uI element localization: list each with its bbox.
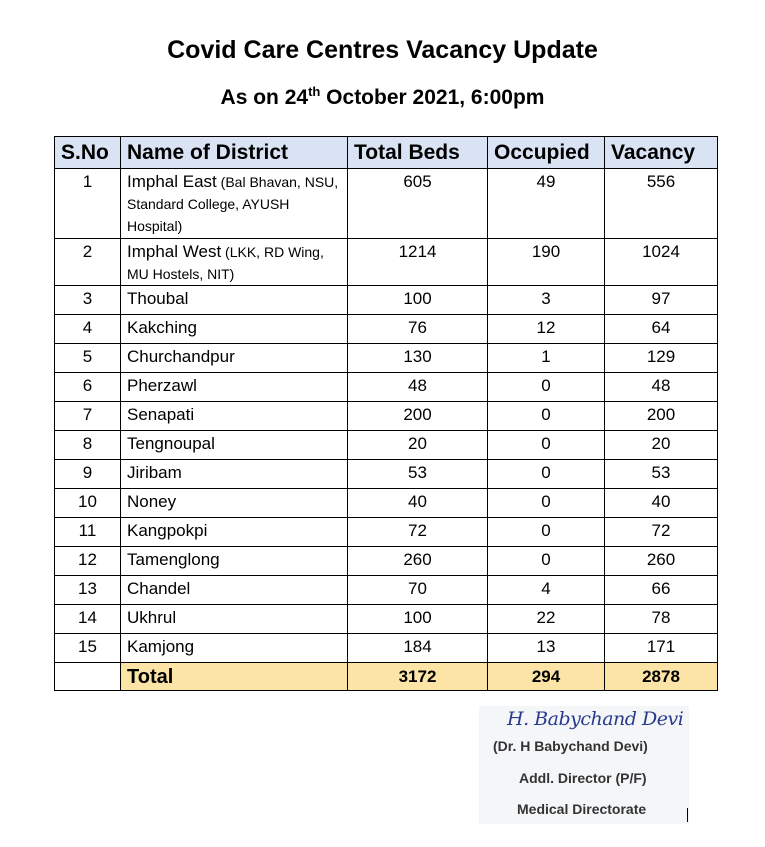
occupied-cell: 0 [488, 518, 605, 547]
occupied-cell: 22 [488, 605, 605, 634]
subtitle-sup: th [308, 84, 321, 99]
occupied-cell: 49 [488, 169, 605, 239]
total-beds-cell: 260 [348, 547, 488, 576]
table-row [55, 344, 718, 373]
vacancy-cell: 66 [605, 576, 718, 605]
district-cell [121, 605, 348, 634]
district-cell [121, 634, 348, 663]
vacancy-cell: 78 [605, 605, 718, 634]
table-body [55, 169, 718, 663]
sno-cell: 10 [55, 489, 121, 518]
sno-cell: 12 [55, 547, 121, 576]
district-cell [121, 431, 348, 460]
table-row [55, 605, 718, 634]
total-sno-cell [55, 663, 121, 691]
signatory-name: (Dr. H Babychand Devi) [493, 738, 648, 754]
col-header-total-beds: Total Beds [348, 137, 488, 169]
district-name: Tamenglong [127, 550, 220, 569]
district-cell [121, 518, 348, 547]
occupied-cell: 0 [488, 547, 605, 576]
district-name: Kangpokpi [127, 521, 208, 540]
total-beds-cell: 200 [348, 402, 488, 431]
district-name: Chandel [127, 579, 191, 598]
vacancy-cell: 64 [605, 315, 718, 344]
total-occupied-sum: 294 [488, 663, 605, 691]
district-cell [121, 344, 348, 373]
vacancy-cell: 200 [605, 402, 718, 431]
district-cell [121, 547, 348, 576]
table-row [55, 547, 718, 576]
table-row [55, 460, 718, 489]
sno-cell: 2 [55, 239, 121, 286]
sno-cell: 13 [55, 576, 121, 605]
sno-cell: 11 [55, 518, 121, 547]
occupied-cell: 0 [488, 431, 605, 460]
district-name: Thoubal [127, 289, 189, 308]
district-name: Imphal West [127, 242, 222, 261]
district-name: Churchandpur [127, 347, 235, 366]
sno-cell: 5 [55, 344, 121, 373]
occupied-cell: 0 [488, 402, 605, 431]
total-vacancy-sum: 2878 [605, 663, 718, 691]
signature-block [479, 706, 689, 824]
subtitle-suffix: October 2021, 6:00pm [320, 86, 545, 109]
sno-cell: 15 [55, 634, 121, 663]
total-beds-cell: 53 [348, 460, 488, 489]
vacancy-cell: 48 [605, 373, 718, 402]
district-cell [121, 239, 348, 286]
signatory-department: Medical Directorate [517, 801, 647, 817]
sno-cell: 14 [55, 605, 121, 634]
page-title: Covid Care Centres Vacancy Update [167, 36, 598, 64]
table-row [55, 169, 718, 239]
vacancy-cell: 40 [605, 489, 718, 518]
sno-cell: 9 [55, 460, 121, 489]
total-beds-cell: 100 [348, 286, 488, 315]
total-beds-cell: 70 [348, 576, 488, 605]
district-name: Imphal East [127, 172, 217, 191]
total-beds-cell: 1214 [348, 239, 488, 286]
total-beds-cell: 605 [348, 169, 488, 239]
table-row [55, 634, 718, 663]
total-beds-cell: 48 [348, 373, 488, 402]
vacancy-cell: 556 [605, 169, 718, 239]
table-row [55, 431, 718, 460]
occupied-cell: 1 [488, 344, 605, 373]
total-beds-cell: 76 [348, 315, 488, 344]
vacancy-cell: 72 [605, 518, 718, 547]
signatory-designation: Addl. Director (P/F) [519, 770, 647, 786]
district-cell [121, 460, 348, 489]
table-row [55, 576, 718, 605]
district-name: Jiribam [127, 463, 182, 482]
district-cell [121, 576, 348, 605]
table-row [55, 286, 718, 315]
sno-cell: 1 [55, 169, 121, 239]
occupied-cell: 12 [488, 315, 605, 344]
signature-scrawl: H. Babychand Devi [507, 708, 684, 730]
total-beds-cell: 72 [348, 518, 488, 547]
total-beds-cell: 20 [348, 431, 488, 460]
district-name: Tengnoupal [127, 434, 215, 453]
table-row [55, 315, 718, 344]
district-name: Pherzawl [127, 376, 197, 395]
occupied-cell: 13 [488, 634, 605, 663]
district-name: Noney [127, 492, 177, 511]
col-header-vacancy: Vacancy [605, 137, 718, 169]
sno-cell: 4 [55, 315, 121, 344]
table-row [55, 373, 718, 402]
page-subtitle [0, 86, 765, 110]
vacancy-cell: 1024 [605, 239, 718, 286]
sno-cell: 6 [55, 373, 121, 402]
sno-cell: 8 [55, 431, 121, 460]
total-row [55, 663, 718, 691]
total-beds-cell: 130 [348, 344, 488, 373]
total-beds-sum: 3172 [348, 663, 488, 691]
district-cell [121, 286, 348, 315]
table-header-row [55, 137, 718, 169]
district-cell [121, 315, 348, 344]
district-cell [121, 402, 348, 431]
vacancy-cell: 97 [605, 286, 718, 315]
subtitle-prefix: As on 24 [220, 86, 309, 109]
col-header-occupied: Occupied [488, 137, 605, 169]
district-cell [121, 489, 348, 518]
table-row [55, 402, 718, 431]
total-beds-cell: 184 [348, 634, 488, 663]
vacancy-cell: 53 [605, 460, 718, 489]
table-row [55, 489, 718, 518]
total-beds-cell: 40 [348, 489, 488, 518]
occupied-cell: 3 [488, 286, 605, 315]
district-cell [121, 169, 348, 239]
vacancy-table [54, 136, 718, 691]
occupied-cell: 0 [488, 460, 605, 489]
district-detail: (Bal Bhavan, NSU, Standard College, AYUSH Hospital) [127, 174, 339, 234]
occupied-cell: 190 [488, 239, 605, 286]
vacancy-cell: 171 [605, 634, 718, 663]
text-cursor [687, 808, 688, 822]
table-row [55, 518, 718, 547]
total-label: Total [121, 663, 348, 691]
total-beds-cell: 100 [348, 605, 488, 634]
occupied-cell: 4 [488, 576, 605, 605]
table-row [55, 239, 718, 286]
vacancy-cell: 260 [605, 547, 718, 576]
district-name: Kamjong [127, 637, 195, 656]
sno-cell: 3 [55, 286, 121, 315]
district-name: Kakching [127, 318, 197, 337]
col-header-sno: S.No [55, 137, 121, 169]
vacancy-cell: 20 [605, 431, 718, 460]
col-header-district: Name of District [121, 137, 348, 169]
district-cell [121, 373, 348, 402]
district-detail: (LKK, RD Wing, MU Hostels, NIT) [127, 244, 324, 282]
vacancy-cell: 129 [605, 344, 718, 373]
district-name: Ukhrul [127, 608, 177, 627]
occupied-cell: 0 [488, 489, 605, 518]
sno-cell: 7 [55, 402, 121, 431]
district-name: Senapati [127, 405, 195, 424]
occupied-cell: 0 [488, 373, 605, 402]
